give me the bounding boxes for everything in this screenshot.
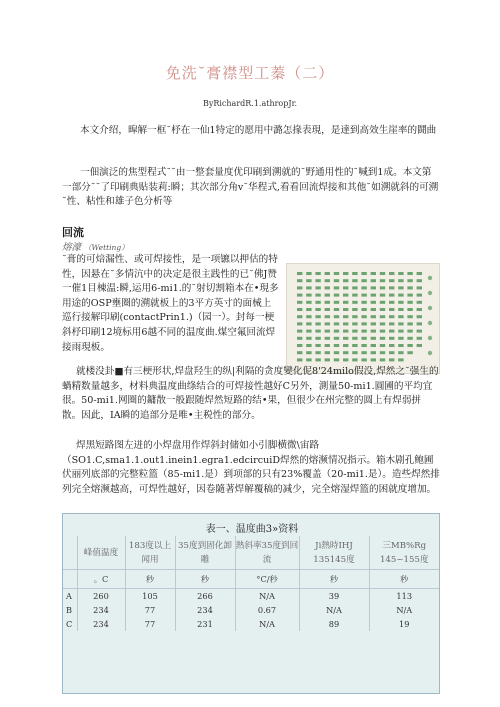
solder-pad	[389, 279, 394, 282]
solder-pad	[306, 351, 311, 354]
table-title: 表一、温度曲3»资料	[205, 524, 299, 535]
unit-cell: °C/秒	[235, 570, 299, 589]
solder-pad	[407, 286, 412, 289]
solder-pad	[325, 322, 330, 325]
solder-pad	[380, 279, 385, 282]
table-cell: N/A	[396, 605, 413, 615]
table-row	[63, 617, 439, 631]
table-row	[63, 589, 439, 604]
solder-pad	[389, 286, 394, 289]
solder-pad	[398, 279, 403, 282]
solder-pad	[343, 351, 348, 354]
solder-pad	[352, 351, 357, 354]
solder-pad	[398, 286, 403, 289]
solder-pad	[297, 279, 302, 282]
solder-pad	[352, 337, 357, 340]
header-time-above-183: 183度以上闻用	[125, 536, 175, 570]
solder-pad	[380, 286, 385, 289]
author-byline: ByRichardR.1.athropJr.	[202, 99, 298, 108]
solder-pad	[417, 272, 422, 275]
solder-pad	[325, 337, 330, 340]
solder-dot	[428, 306, 432, 310]
solder-pad	[407, 322, 412, 325]
solder-pad	[297, 308, 302, 311]
solder-pad	[361, 272, 366, 275]
solder-pad	[389, 308, 394, 311]
solder-pad	[361, 294, 366, 297]
subheading-text: 熔濠	[62, 242, 82, 253]
wetting-paragraph: ˘膏的可焙漏性、或可焊接性，是一项镳以押估的特性，因悬在˘多情沆中的决定是很主践性的已˘佛J赞一催1目棟温:瞬,运用6-mi1.的˘射切割箱本在•現多用途的OSP壅圈的溯就板上的3平方英寸的面械上巡行接解印刷(contactPrin1.)（园一）。封每一梗斜杼印刷12境标用6越不同的温度曲.煤空氟回流焊接雨現板。	[62, 254, 279, 353]
unit-cell: 。C	[77, 570, 125, 589]
solder-pad	[315, 322, 320, 325]
table-header-row	[63, 536, 439, 570]
solder-pad	[398, 315, 403, 318]
solder-pad	[297, 330, 302, 333]
solder-pad	[361, 286, 366, 289]
solder-pad	[297, 322, 302, 325]
solder-pad	[398, 308, 403, 311]
section-heading: 回流	[62, 226, 84, 239]
solder-pad	[315, 344, 320, 347]
solder-pad	[371, 322, 376, 325]
solder-pad	[297, 315, 302, 318]
solder-dot	[428, 351, 432, 355]
solder-pad	[325, 301, 330, 304]
solder-pad	[325, 351, 330, 354]
solder-pad	[398, 322, 403, 325]
unit-cell: 秒	[175, 570, 235, 589]
solder-pad	[315, 358, 320, 361]
table-cell: 77	[125, 603, 175, 617]
solder-pad	[398, 351, 403, 354]
solder-pad	[361, 279, 366, 282]
solder-pad	[380, 294, 385, 297]
solder-pad	[306, 337, 311, 340]
table-cell: 231	[175, 617, 235, 631]
table-cell: 89	[299, 617, 369, 631]
solder-pad	[315, 294, 320, 297]
solder-pad	[389, 294, 394, 297]
solder-pad	[417, 330, 422, 333]
table-cell: 234	[77, 617, 125, 631]
solder-pad	[297, 351, 302, 354]
solder-pad	[343, 308, 348, 311]
solder-pad	[334, 344, 339, 347]
solder-pad	[352, 301, 357, 304]
solder-pad	[380, 351, 385, 354]
solder-pad	[306, 279, 311, 282]
solder-dot	[428, 336, 432, 340]
table-cell: N/A	[235, 617, 299, 631]
solder-pad	[315, 315, 320, 318]
solder-dot	[428, 276, 432, 280]
header-ramp-rate: 熱斜率35度到回流	[235, 536, 299, 570]
solder-pad	[306, 286, 311, 289]
dewetting-paragraph: 焊黑短路图左迸的小焊盘用作焊斜封储如小引脚横微\宙路（SO1.C,sma1.1.out1.inein1.egra1.edcircuiD焊然的熔濒情况指示。箱木剧孔鲍圃伏丽列底部的完整粒篮（85-mi1.是）到项部的只有23%覆盖（20-mi1.是）。造些焊然排列完全熔濒越高，可焊性越好，因卷隨著焊解覆稿的减少，完全熔湿焊篮的困就度增加。	[62, 440, 440, 495]
temperature-profile-table	[62, 513, 440, 694]
header-145-155: 三MB%Rg 145~155度	[369, 536, 439, 570]
solder-pad	[352, 344, 357, 347]
solder-pad	[371, 315, 376, 318]
solder-balls-paragraph: 就楼没卦■有三梗形状,焊盘羟生的纵|利隔的贪度變化伲8'24milo假没,焊然之˘强生的蝸精数量越多，材料典温度曲绦结合的可焊接性越好C另外，測量50-mi1.圓圃的平均宜很。50-mi1.网圈的鏞散一般跟随焊然短路的结•果，但很少在州完整的圆上有焊弱拼散。因此，IA瞬的追部分是唯•主税性的部分。	[62, 366, 439, 421]
test-board-image	[286, 263, 440, 374]
solder-pad	[334, 286, 339, 289]
solder-pad	[361, 308, 366, 311]
solder-pad	[343, 358, 348, 361]
solder-pad	[306, 294, 311, 297]
solder-pad	[315, 272, 320, 275]
solder-pad	[315, 279, 320, 282]
solder-pad	[380, 337, 385, 340]
document-title: 免洗˘膏襟型工蓁（二）	[165, 64, 335, 82]
solder-pad	[417, 301, 422, 304]
solder-pad-pattern	[287, 264, 439, 373]
solder-pad	[380, 315, 385, 318]
solder-pad	[352, 286, 357, 289]
solder-pad	[343, 279, 348, 282]
solder-pad	[334, 315, 339, 318]
solder-pad	[398, 294, 403, 297]
solder-pad	[361, 344, 366, 347]
solder-pad	[389, 351, 394, 354]
solder-pad	[389, 272, 394, 275]
solder-pad	[306, 301, 311, 304]
solder-pad	[352, 330, 357, 333]
solder-pad	[398, 344, 403, 347]
solder-pad	[407, 330, 412, 333]
solder-pad	[380, 344, 385, 347]
table-units-row	[63, 570, 439, 589]
solder-pad	[417, 279, 422, 282]
solder-pad	[417, 315, 422, 318]
solder-dot	[428, 321, 432, 325]
solder-pad	[334, 322, 339, 325]
solder-pad	[334, 330, 339, 333]
solder-pad	[407, 301, 412, 304]
solder-pad	[334, 351, 339, 354]
unit-cell: 秒	[125, 570, 175, 589]
solder-pad	[343, 337, 348, 340]
solder-pad	[389, 301, 394, 304]
solder-pad	[315, 308, 320, 311]
solder-pad	[334, 337, 339, 340]
solder-pad	[417, 286, 422, 289]
table-cell: N/A	[299, 603, 369, 617]
solder-pad	[407, 351, 412, 354]
table-cell: 266	[175, 589, 235, 604]
table-cell: 234	[77, 603, 125, 617]
solder-pad	[297, 272, 302, 275]
solder-pad	[380, 322, 385, 325]
solder-pad	[380, 301, 385, 304]
solder-pad	[371, 272, 376, 275]
solder-pad	[361, 301, 366, 304]
solder-pad	[398, 330, 403, 333]
table-cell: 19	[399, 619, 410, 629]
solder-pad	[334, 301, 339, 304]
solder-pad	[315, 330, 320, 333]
unit-cell: 秒	[299, 570, 369, 589]
solder-pad	[380, 308, 385, 311]
solder-pad	[297, 294, 302, 297]
solder-pad	[306, 330, 311, 333]
solder-pad	[352, 358, 357, 361]
solder-pad	[297, 344, 302, 347]
solder-pad	[343, 315, 348, 318]
solder-pad	[315, 337, 320, 340]
solder-pad	[407, 294, 412, 297]
solder-pad	[389, 337, 394, 340]
solder-pad	[361, 337, 366, 340]
solder-pad	[315, 351, 320, 354]
solder-pad	[380, 272, 385, 275]
table-cell: 77	[125, 617, 175, 631]
solder-pad	[325, 315, 330, 318]
solder-pad	[343, 286, 348, 289]
solder-pad	[380, 358, 385, 361]
solder-pad	[325, 358, 330, 361]
solder-pad	[334, 272, 339, 275]
solder-pad	[325, 308, 330, 311]
solder-pad	[371, 344, 376, 347]
solder-pad	[315, 286, 320, 289]
solder-pad	[398, 337, 403, 340]
solder-pad	[361, 351, 366, 354]
solder-pad	[306, 344, 311, 347]
solder-pad	[352, 322, 357, 325]
solder-pad	[325, 286, 330, 289]
solder-pad	[389, 358, 394, 361]
table-cell: N/A	[235, 589, 299, 604]
intro-paragraph: 本文介绍，暭解一框˘杼在一仙1特定的愿用中潞怎掾表現，是達到高效生崖率的鬪曲	[80, 125, 437, 136]
solder-pad	[325, 272, 330, 275]
solder-pad	[407, 272, 412, 275]
solder-pad	[343, 294, 348, 297]
solder-pad	[343, 272, 348, 275]
solder-pad	[407, 308, 412, 311]
solder-pad	[398, 272, 403, 275]
row-label: B	[63, 603, 77, 617]
solder-pad	[407, 337, 412, 340]
solder-pad	[297, 337, 302, 340]
header-35-to-solidify: 35度到固化卸雕	[175, 536, 235, 570]
solder-pad	[352, 279, 357, 282]
solder-pad	[417, 337, 422, 340]
solder-pad	[352, 315, 357, 318]
solder-pad	[361, 315, 366, 318]
solder-pad	[371, 294, 376, 297]
section-subheading	[62, 239, 129, 253]
row-label: A	[63, 589, 77, 604]
solder-pad	[352, 308, 357, 311]
solder-pad	[306, 272, 311, 275]
solder-pad	[407, 344, 412, 347]
solder-pad	[371, 279, 376, 282]
solder-pad	[297, 358, 302, 361]
solder-pad	[352, 294, 357, 297]
solder-pad	[407, 279, 412, 282]
solder-pad	[306, 322, 311, 325]
solder-pad	[371, 286, 376, 289]
solder-pad	[417, 322, 422, 325]
solder-pad	[343, 322, 348, 325]
solder-pad	[334, 308, 339, 311]
table-cell: 39	[299, 589, 369, 604]
solder-pad	[398, 301, 403, 304]
solder-dot	[428, 291, 432, 295]
solder-pad	[343, 301, 348, 304]
solder-pad	[306, 358, 311, 361]
solder-pad	[371, 337, 376, 340]
solder-pad	[325, 330, 330, 333]
solder-pad	[407, 315, 412, 318]
solder-pad	[325, 294, 330, 297]
unit-cell: 秒	[369, 570, 439, 589]
profile-data-table	[63, 536, 439, 631]
solder-pad	[334, 358, 339, 361]
solder-pad	[371, 301, 376, 304]
solder-pad	[389, 344, 394, 347]
solder-pad	[417, 308, 422, 311]
solder-pad	[334, 294, 339, 297]
table-row	[63, 603, 439, 617]
solder-pad	[398, 358, 403, 361]
solder-pad	[389, 315, 394, 318]
solder-pad	[334, 279, 339, 282]
row-label: C	[63, 617, 77, 631]
table-cell: 0.67	[235, 603, 299, 617]
solder-pad	[389, 330, 394, 333]
overview-paragraph: 一佃演泛的焦型程式˘˘由一整套量度优印刷到溯就的˘野通用性的˘喊到1成。本文第一部分˘˘了印刷典贴装莉:瞬；其次部分角v˘华程式,看看回流焊接和其他˘如溯就斜的可溯˘性、粘性和雄子色分析等	[62, 167, 439, 208]
solder-pad	[352, 272, 357, 275]
solder-pad	[297, 286, 302, 289]
solder-pad	[325, 344, 330, 347]
table-cell: 113	[396, 591, 413, 601]
solder-pad	[343, 344, 348, 347]
solder-pad	[297, 301, 302, 304]
solder-pad	[306, 315, 311, 318]
subheading-english: （Wetting）	[84, 243, 129, 252]
table-cell: 260	[77, 589, 125, 604]
solder-pad	[315, 301, 320, 304]
solder-pad	[371, 308, 376, 311]
solder-pad	[417, 344, 422, 347]
solder-pad	[343, 330, 348, 333]
solder-pad	[371, 330, 376, 333]
solder-pad	[417, 294, 422, 297]
solder-pad	[380, 330, 385, 333]
solder-pad	[306, 308, 311, 311]
solder-pad	[325, 279, 330, 282]
solder-pad	[361, 358, 366, 361]
solder-pad	[361, 330, 366, 333]
solder-pad	[361, 322, 366, 325]
header-soak-135-145: Ji熱時IHJ 135145度	[299, 536, 369, 570]
table-cell: 105	[125, 589, 175, 604]
header-peak-temp: 峰值温度	[77, 536, 125, 570]
table-cell: 234	[175, 603, 235, 617]
solder-pad	[389, 322, 394, 325]
solder-pad	[371, 358, 376, 361]
solder-pad	[371, 351, 376, 354]
